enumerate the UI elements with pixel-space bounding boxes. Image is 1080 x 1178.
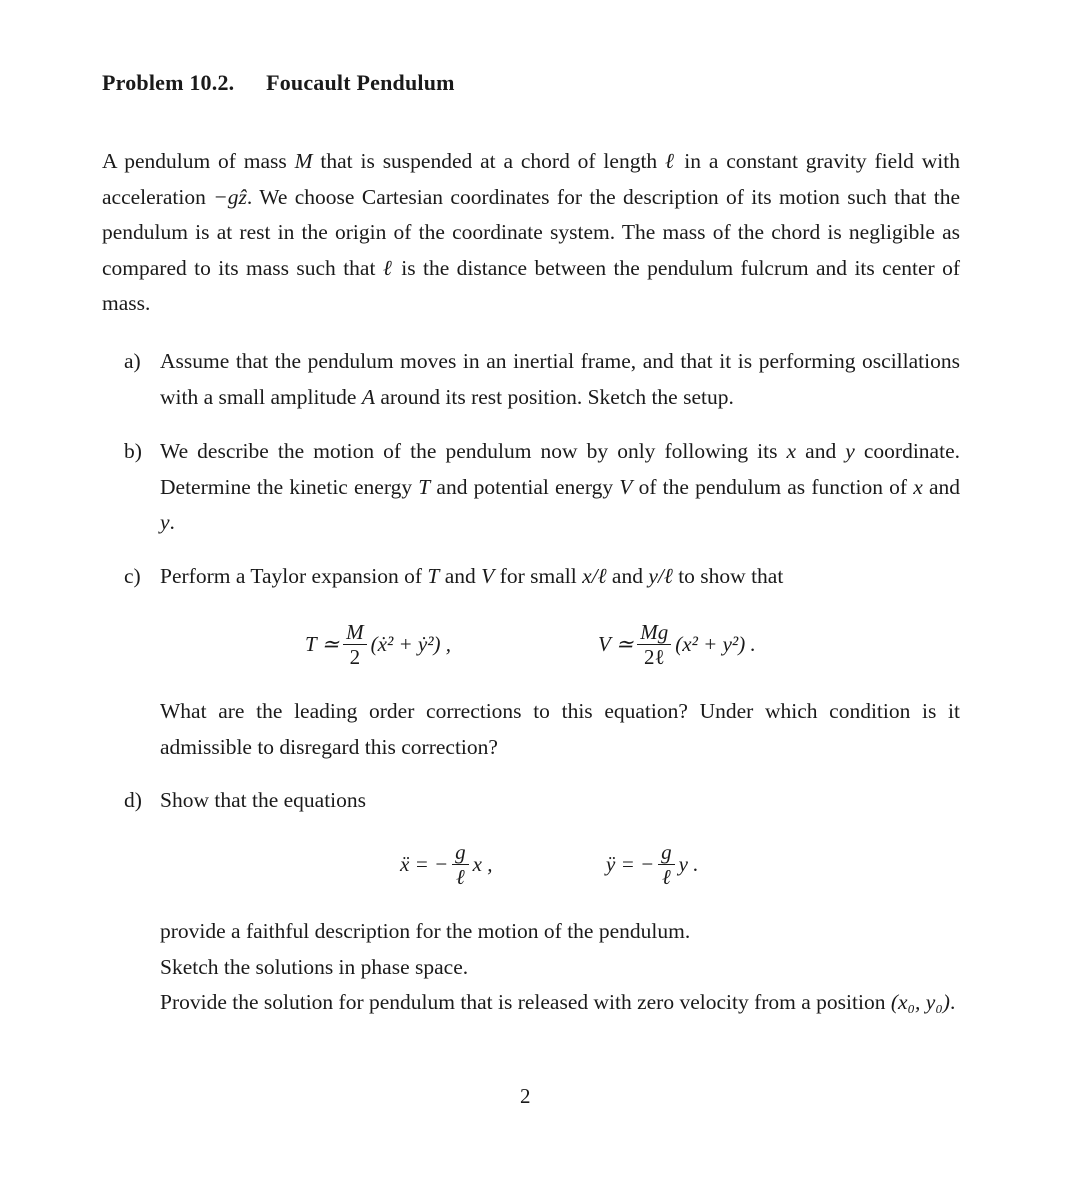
- problem-number: Problem 10.2.: [102, 70, 235, 95]
- item-text: What are the leading order corrections to this equation? Under which condition is it admissible to disregard this correction?: [160, 699, 960, 759]
- equation-y-motion: ÿ = − $\frac{g}{\text{ℓ}}$ y .: [606, 840, 699, 889]
- intro-text: in a constant gravity field with acceleration: [102, 149, 960, 209]
- item-text: Assume that the pendulum moves in an inertial frame, and that it is performing oscillations with a small amplitude A around its rest position. Sketch the setup.: [160, 349, 960, 409]
- math-gravity: −gẑ: [213, 184, 247, 209]
- intro-text: is the distance between the pendulum fulcrum and its center of mass.: [102, 255, 960, 315]
- page-number: 2: [520, 1084, 531, 1108]
- math-initial-position: (x₀, y₀): [890, 990, 950, 1014]
- item-text: Show that the equations: [160, 788, 367, 812]
- equation-potential-energy: V ≃ $\frac{Mg}{\text{2ℓ}}$ (x² + y²) .: [598, 620, 756, 669]
- item-label: a): [124, 349, 141, 373]
- equation-kinetic-energy: T ≃ $\frac{M}{2}$ (ẋ² + ẏ²) ,: [305, 620, 452, 669]
- fraction: $\frac{Mg}{\text{2ℓ}}$: [637, 620, 671, 669]
- item-c: [124, 559, 960, 595]
- item-text: Perform a Taylor expansion of T and V for small x/ℓ and y/ℓ to show that: [160, 564, 784, 588]
- intro-text: . We choose Cartesian coordinates for the description of its motion such that the pendulum is at rest in the origin of the coordinate system. The mass of the chord is negligible as compared to its mass such that: [102, 184, 960, 280]
- fraction: $\frac{g}{\text{ℓ}}$: [658, 840, 675, 889]
- item-b: [124, 434, 960, 541]
- item-c-followup: [124, 694, 960, 765]
- item-text: Provide the solution for pendulum that is released with zero velocity from a position (x₀, y₀).: [160, 990, 956, 1014]
- math-length: ℓ: [665, 149, 677, 173]
- item-text: We describe the motion of the pendulum now by only following its x and y coordinate. Determine the kinetic energy T and potential energy V of the pendulum as function of x and y.: [160, 439, 960, 534]
- problem-title: Foucault Pendulum: [266, 70, 455, 95]
- item-text: provide a faithful description for the motion of the pendulum.: [160, 919, 691, 943]
- math-mass: M: [294, 149, 313, 173]
- fraction: $\frac{g}{\text{ℓ}}$: [452, 840, 469, 889]
- item-label: d): [124, 788, 142, 812]
- fraction: $\frac{M}{2}$: [343, 620, 367, 669]
- intro-text: that is suspended at a chord of length: [312, 149, 666, 173]
- item-d-description: [124, 914, 960, 1021]
- item-label: b): [124, 439, 142, 463]
- problem-heading: [102, 70, 455, 96]
- item-d: [124, 783, 960, 819]
- equation-x-motion: ẍ = − $\frac{g}{\text{ℓ}}$ x ,: [400, 840, 493, 889]
- item-label: c): [124, 564, 141, 588]
- math-amplitude: A: [361, 384, 375, 409]
- math-length: ℓ: [382, 255, 394, 280]
- intro-text: A pendulum of mass: [102, 149, 295, 173]
- item-a: [124, 344, 960, 415]
- item-text: Sketch the solutions in phase space.: [160, 954, 469, 979]
- problem-intro: [102, 144, 960, 322]
